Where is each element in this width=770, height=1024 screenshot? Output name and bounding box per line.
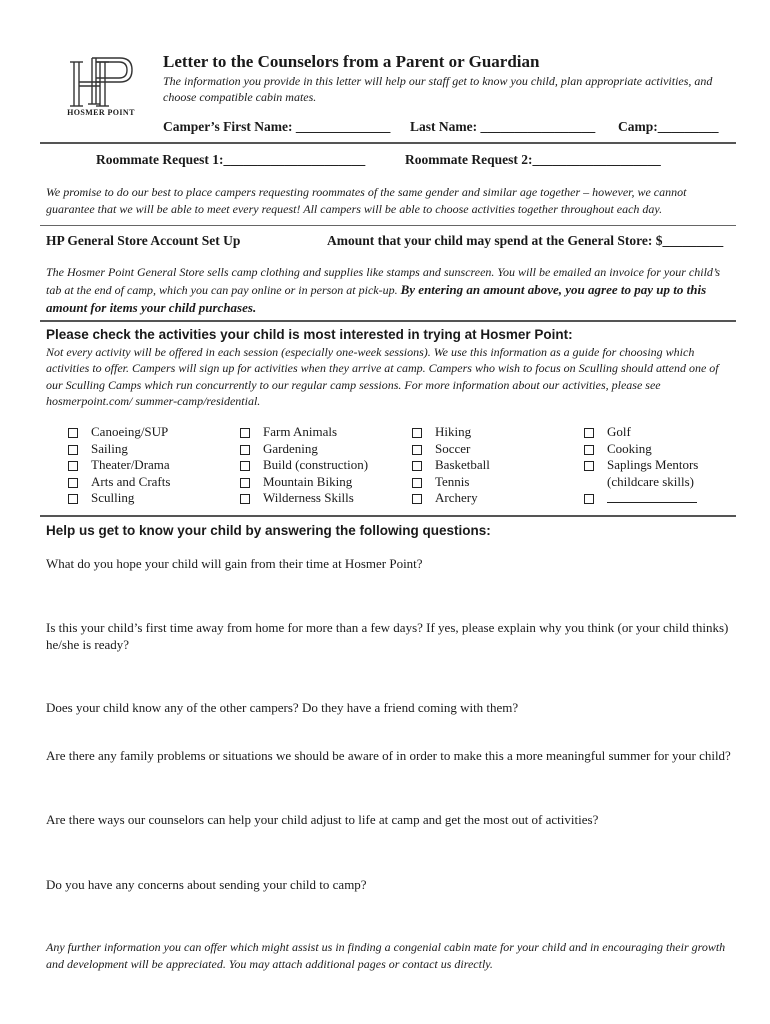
checkbox[interactable] xyxy=(240,494,250,504)
checkbox[interactable] xyxy=(412,445,422,455)
question-6: Do you have any concerns about sending your child to camp? xyxy=(46,877,367,892)
logo-caption: HOSMER POINT xyxy=(67,108,135,117)
activity-option[interactable]: Hiking xyxy=(412,424,490,441)
store-description: The Hosmer Point General Store sells camp clothing and supplies like stamps and sunscreen. You will be emailed an invoice for your child’s tab at the end of camp, which you can pay online or in person at pick-up. xyxy=(46,265,721,297)
store-body-text xyxy=(46,264,731,317)
question-1: What do you hope your child will gain from their time at Hosmer Point? xyxy=(46,556,423,571)
question-4: Are there any family problems or situations we should be aware of in order to make this a more meaningful summer for your child? xyxy=(46,748,731,763)
activities-heading: Please check the activities your child is most interested in trying at Hosmer Point: xyxy=(46,327,573,342)
question-5: Are there ways our counselors can help your child adjust to life at camp and get the most out of activities? xyxy=(46,812,599,827)
checkbox[interactable] xyxy=(240,445,250,455)
camper-first-name-field[interactable]: Camper’s First Name: ______________ xyxy=(163,119,391,134)
store-heading: HP General Store Account Set Up xyxy=(46,233,241,248)
activity-option[interactable]: Tennis xyxy=(412,474,490,491)
question-2: Is this your child’s first time away from home for more than a few days? If yes, please explain why you think (or your child thinks) he/she is ready? xyxy=(46,620,729,652)
intro-text: The information you provide in this letter will help our staff get to know you child, plan appropriate activities, and choose compatible cabin mates. xyxy=(163,74,713,104)
roommate-request-1-field[interactable]: Roommate Request 1:_____________________ xyxy=(96,152,366,167)
activity-option-other[interactable] xyxy=(584,490,698,504)
activities-column-4 xyxy=(584,424,698,504)
activity-option[interactable]: Theater/Drama xyxy=(68,457,170,474)
questions-heading: Help us get to know your child by answering the following questions: xyxy=(46,523,491,538)
activity-option[interactable]: Farm Animals xyxy=(240,424,368,441)
checkbox[interactable] xyxy=(240,461,250,471)
activity-option[interactable]: Saplings Mentors xyxy=(584,457,698,474)
activity-option[interactable]: Build (construction) xyxy=(240,457,368,474)
activity-option[interactable]: Soccer xyxy=(412,441,490,458)
activity-option-continued: (childcare skills) xyxy=(607,473,694,489)
activities-column-3 xyxy=(412,424,490,507)
activities-column-1 xyxy=(68,424,170,507)
camper-last-name-field[interactable]: Last Name: _________________ xyxy=(410,119,596,134)
camp-field[interactable]: Camp:_________ xyxy=(618,119,719,134)
roommate-promise-text: We promise to do our best to place campers requesting roommates of the same gender and similar age together – however, we cannot guarantee that we will be able to meet every request! All campers will be able to choose activities together throughout each day. xyxy=(46,185,687,216)
activity-option[interactable]: Mountain Biking xyxy=(240,474,368,491)
checkbox[interactable] xyxy=(412,494,422,504)
activity-option[interactable]: Canoeing/SUP xyxy=(68,424,170,441)
checkbox[interactable] xyxy=(412,461,422,471)
store-agreement: By entering an amount above, you agree to pay up to this amount for items your child purchases. xyxy=(46,282,707,315)
activity-option[interactable]: Archery xyxy=(412,490,490,507)
divider xyxy=(40,225,736,226)
page-title: Letter to the Counselors from a Parent or Guardian xyxy=(163,52,540,71)
activity-option[interactable]: Golf xyxy=(584,424,698,441)
activities-column-2 xyxy=(240,424,368,507)
checkbox[interactable] xyxy=(68,478,78,488)
activity-option[interactable]: Basketball xyxy=(412,457,490,474)
divider xyxy=(40,320,736,322)
checkbox[interactable] xyxy=(68,445,78,455)
divider xyxy=(40,515,736,517)
activity-option[interactable]: Gardening xyxy=(240,441,368,458)
checkbox[interactable] xyxy=(412,428,422,438)
checkbox[interactable] xyxy=(584,445,594,455)
closing-text: Any further information you can offer which might assist us in finding a congenial cabin mate for your child and in encouraging their growth and development will be appreciated. You may attach additional pages or contact us directly. xyxy=(46,940,726,971)
checkbox[interactable] xyxy=(584,461,594,471)
divider xyxy=(40,142,736,144)
checkbox[interactable] xyxy=(68,461,78,471)
checkbox[interactable] xyxy=(240,478,250,488)
activities-note: Not every activity will be offered in each session (especially one-week sessions). We use this information as a guide for choosing which activities to offer. Campers will sign up for activities when they arrive at camp. Campers who wish to focus on Sculling should attend one of our Sculling Camps which run concurrently to our regular camp sessions. For more information about our activities, please see hosmerpoint.com/ summer-camp/residential. xyxy=(46,345,719,408)
checkbox[interactable] xyxy=(240,428,250,438)
activity-option[interactable]: Wilderness Skills xyxy=(240,490,368,507)
checkbox[interactable] xyxy=(584,428,594,438)
store-amount-field[interactable]: Amount that your child may spend at the General Store: $_________ xyxy=(327,233,724,248)
checkbox[interactable] xyxy=(68,428,78,438)
activity-option[interactable]: Sailing xyxy=(68,441,170,458)
checkbox[interactable] xyxy=(68,494,78,504)
activity-option[interactable]: Sculling xyxy=(68,490,170,507)
checkbox[interactable] xyxy=(584,494,594,504)
activity-option[interactable]: Arts and Crafts xyxy=(68,474,170,491)
roommate-request-2-field[interactable]: Roommate Request 2:___________________ xyxy=(405,152,661,167)
activity-option[interactable]: Cooking xyxy=(584,441,698,458)
checkbox[interactable] xyxy=(412,478,422,488)
other-activity-input[interactable] xyxy=(607,490,697,503)
question-3: Does your child know any of the other campers? Do they have a friend coming with them? xyxy=(46,700,519,715)
